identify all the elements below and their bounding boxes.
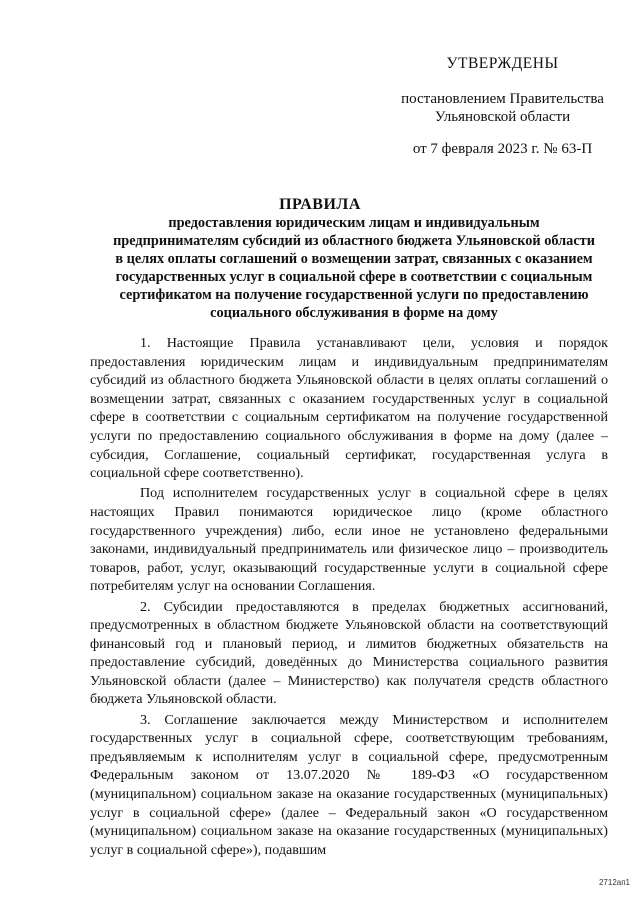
subtitle-line: государственных услуг в социальной сфере в соответствии с социальным	[115, 269, 593, 285]
approval-line-2: Ульяновской области	[434, 109, 571, 125]
document-subtitle	[86, 214, 622, 322]
paragraph-2: 2. Субсидии предоставляются в пределах бюджетных ассигнований, предусмотренных в областном бюджете Ульяновской области на соответствующий финансовый год и плановый период, и лимитов бюджетных обязательств на предоставление субсидий, доведённых до Министерства социального развития Ульяновской области (далее – Министерство) как получателя средств областного бюджета Ульяновской области.	[90, 598, 608, 708]
document-footer-code: 2712ап1	[598, 878, 630, 887]
paragraph-3: 3. Соглашение заключается между Министерством и исполнителем государственных услуг в социальной сфере, соответствующим требованиям, предъявляемым к исполнителям услуг в социальной сфере, предусмотренным Федеральным законом от 13.07.2020 № 189-ФЗ «О государственном (муниципальном) социальном заказе на оказание государственных (муниципальных) услуг в социальной сфере» (далее – Федеральный закон «О государственном (муниципальном) социальном заказе на оказание государственных (муниципальных) услуг в социальной сфере»), подавшим	[90, 711, 608, 858]
paragraph-1-definition: Под исполнителем государственных услуг в социальной сфере в целях настоящих Правил понимаются юридическое лицо (кроме областного государственного учреждения) либо, если иное не установлено федеральными законами, индивидуальный предприниматель или физическое лицо – производитель товаров, работ, услуг, оказывающий государственные услуги в социальной сфере потребителям услуг на основании Соглашения.	[90, 485, 608, 595]
approval-date-number: от 7 февраля 2023 г. № 63-П	[412, 141, 593, 157]
subtitle-line: сертификатом на получение государственной услуги по предоставлению	[119, 287, 589, 303]
subtitle-line: предпринимателям субсидий из областного бюджета Ульяновской области	[113, 233, 595, 249]
document-body	[90, 334, 608, 861]
document-title: ПРАВИЛА	[279, 196, 361, 213]
subtitle-line: предоставления юридическим лицам и индивидуальным	[168, 215, 540, 231]
approval-line-1: постановлением Правительства	[401, 91, 604, 107]
approval-heading: УТВЕРЖДЕНЫ	[446, 55, 559, 72]
subtitle-line: в целях оплаты соглашений о возмещении затрат, связанных с оказанием	[115, 251, 593, 267]
subtitle-line: социального обслуживания в форме на дому	[210, 305, 498, 321]
paragraph-1: 1. Настоящие Правила устанавливают цели, условия и порядок предоставления юридическим лицам и индивидуальным предпринимателям субсидий из областного бюджета Ульяновской области в целях оплаты соглашений о возмещении затрат, связанных с оказанием государственных услуг в социальной сфере в соответствии с социальным сертификатом на получение государственной услуги по предоставлению социального обслуживания в форме на дому (далее – субсидия, Соглашение, социальный сертификат, государственная услуга в социальной сфере соответственно).	[90, 335, 608, 482]
